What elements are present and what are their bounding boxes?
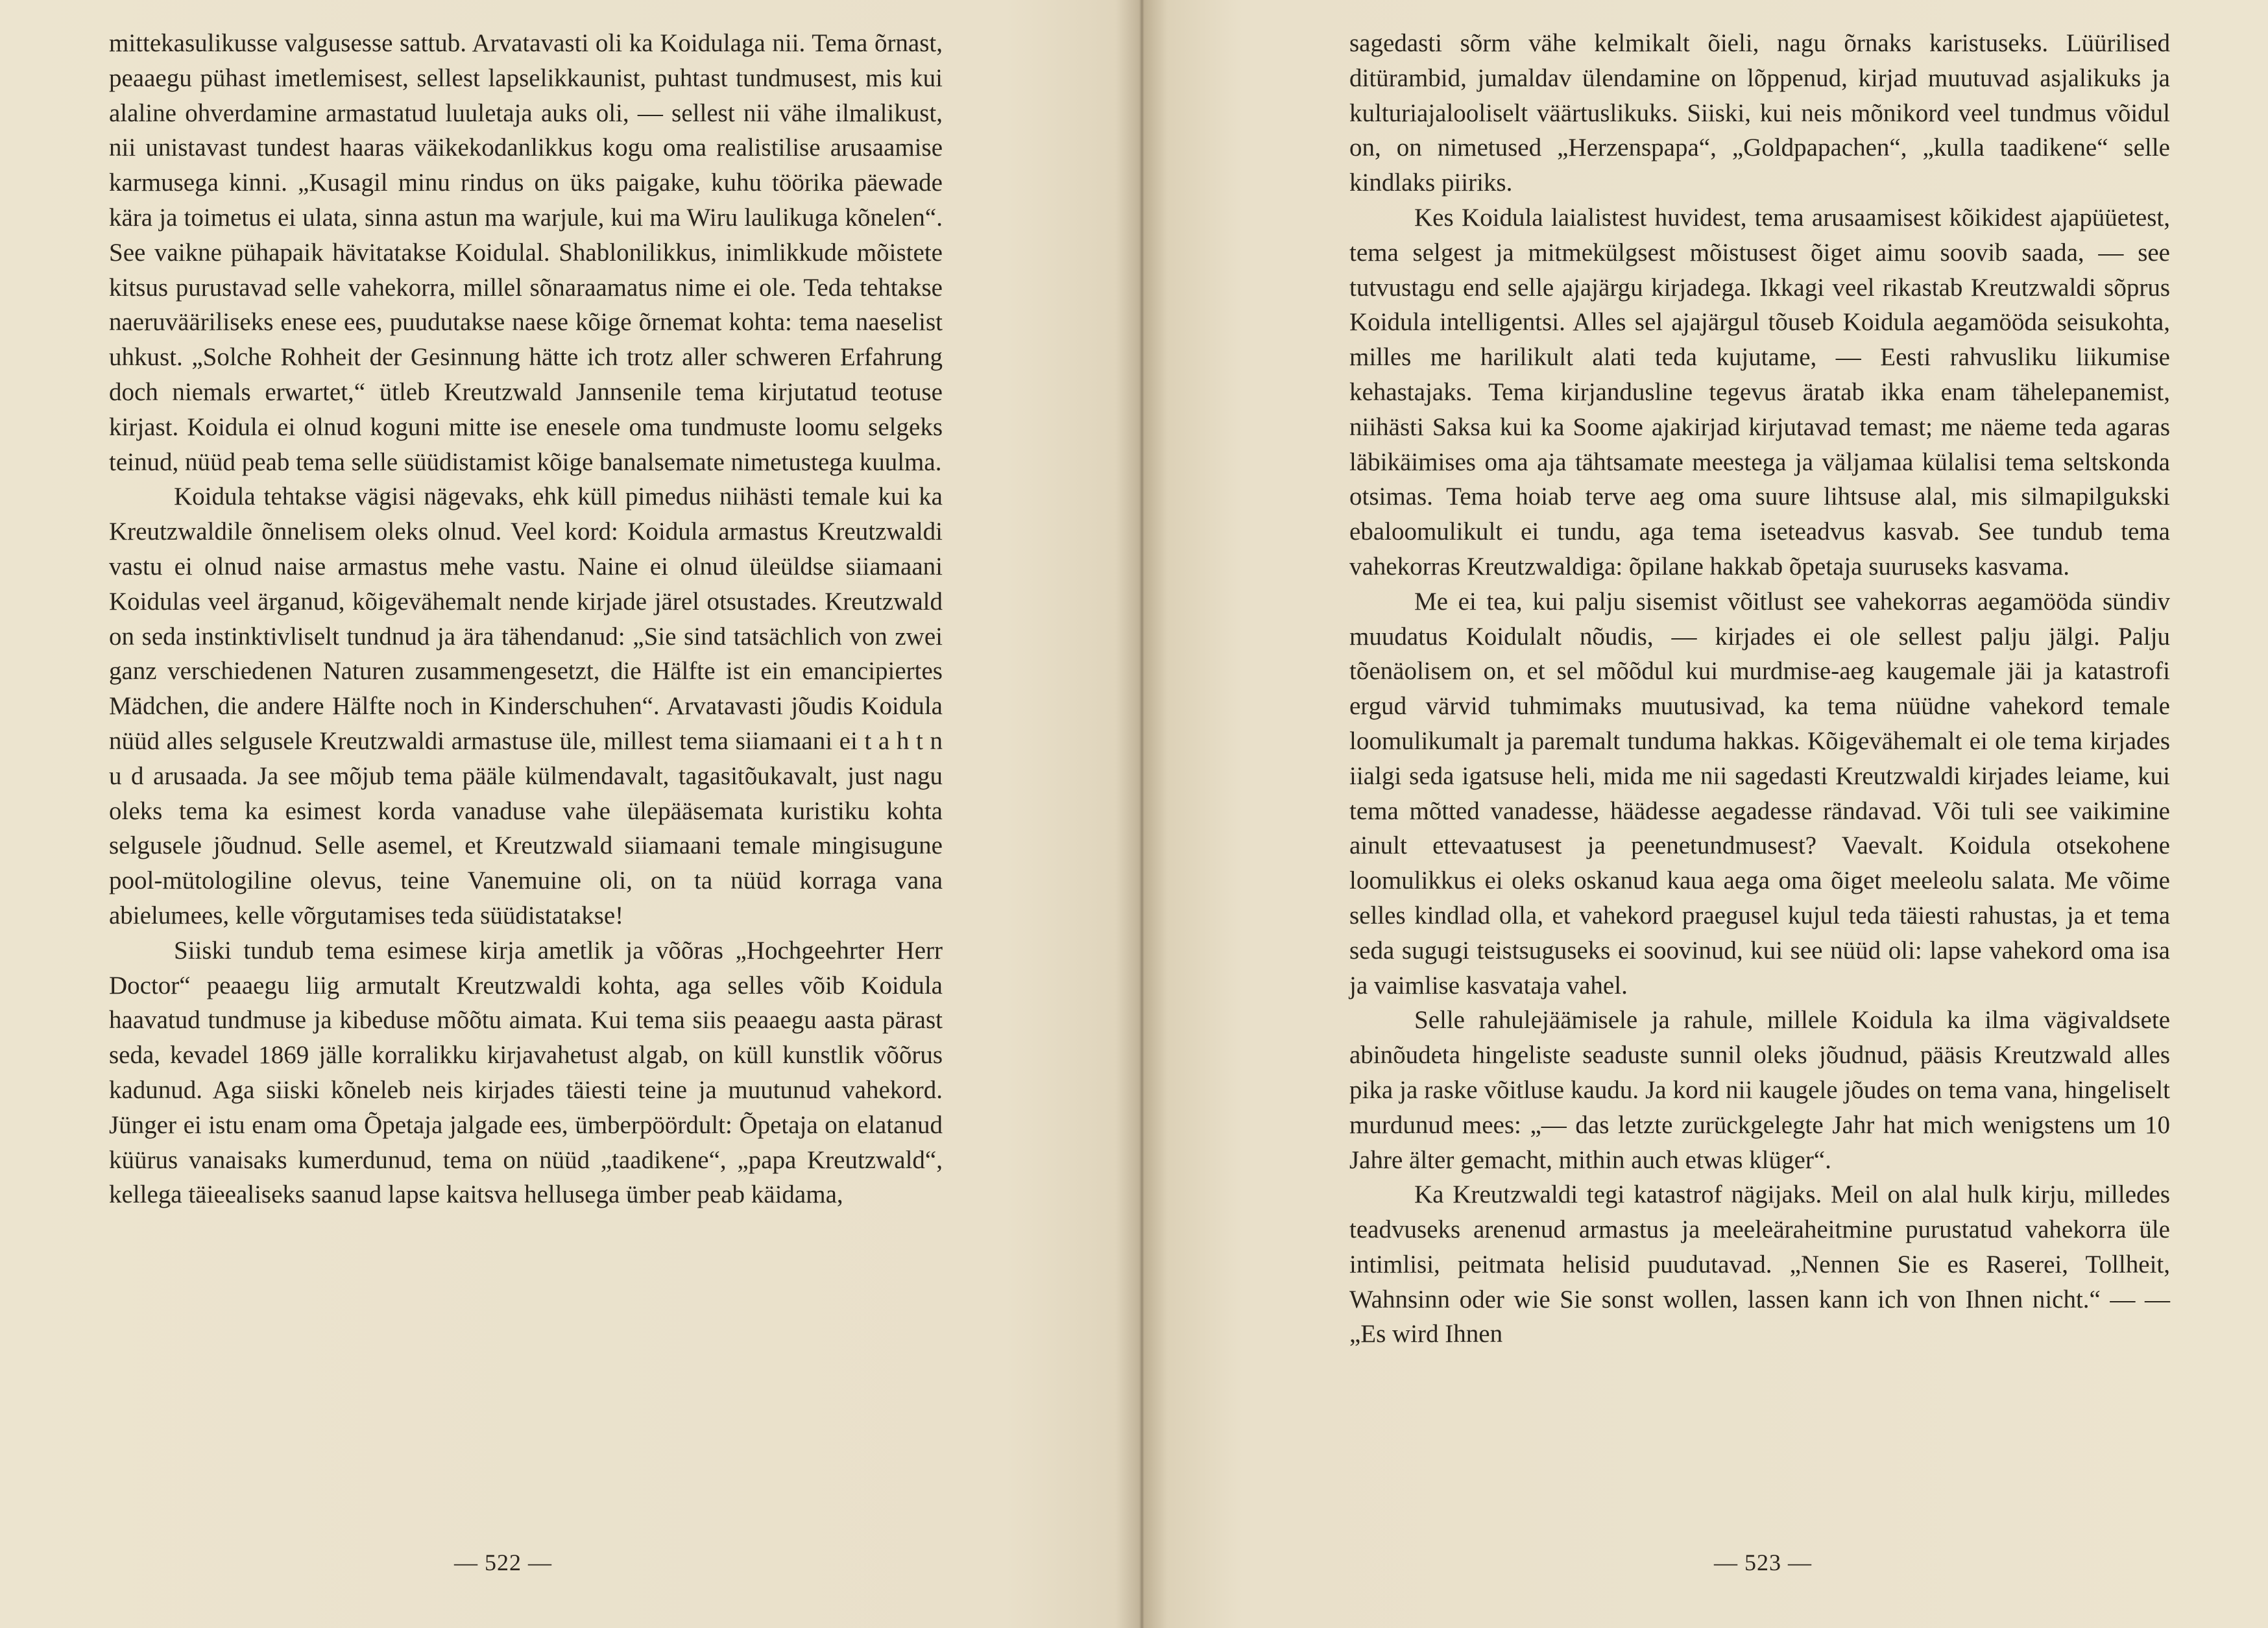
paragraph: Siiski tundub tema esimese kirja ametlik ja võõras „Hochgeehrter Herr Doctor“ peaaegu liig armutalt Kreutzwaldi kohta, aga selles võib Koidula haavatud tundmuse ja kibeduse mõõtu aimata. Kui tema siis peaaegu aasta pärast seda, kevadel 1869 jälle korralikku kirjavahetust algab, on küll kunstlik võõrus kadunud. Aga siiski kõneleb neis kirjades täiesti teine ja muutunud vahekord. Jünger ei istu enam oma Õpetaja jalgade ees, ümberpöördult: Õpetaja on elatanud küürus vanaisaks kumerdunud, tema on nüüd „taadikene“, „papa Kreutzwald“, kellega täieealiseks saanud lapse kaitsva hellusega ümber peab käidama, bbox=[109, 936, 943, 1209]
paragraph: Selle rahulejäämisele ja rahule, millele Koidula ka ilma vägivaldsete abinõudeta hingeliste seaduste sunnil oleks jõudnud, pääsis Kreutzwald alles pika ja raske võitluse kaudu. Ja kord nii kaugele jõudes on tema vana, hingeliselt murdunud mees: „— das letzte zurückgelegte Jahr hat mich wenigstens um 10 Jahre älter gemacht, mithin auch etwas klüger“. bbox=[1349, 1006, 2170, 1174]
right-page bbox=[1142, 0, 2268, 1628]
paragraph: Kes Koidula laialistest huvidest, tema arusaamisest kõikidest ajapüüetest, tema selgest ja mitmekülgsest mõistusest õiget aimu soovib saada, — see tutvustagu end selle ajajärgu kirjadega. Ikkagi veel rikastab Kreutzwaldi sõprus Koidula intelligentsi. Alles sel ajajärgul tõuseb Koidula aegamööda seisukohta, milles me harilikult alati teda kujutame, — Eesti rahvusliku liikumise kehastajaks. Tema kirjandusline tegevus äratab ikka enam tähelepanemist, niihästi Saksa kui ka Soome ajakirjad kirjutavad temast; me näeme teda agaras läbikäimises oma aja tähtsamate meestega ja väljamaa külalisi tema seltskonda otsimas. Tema hoiab terve aeg oma suure lihtsuse alal, mis silmapilgukski ebaloomulikult ei tundu, aga tema iseteadvus kasvab. See tundub tema vahekorras Kreutzwaldiga: õpilane hakkab õpetaja suuruseks kasvama. bbox=[1349, 203, 2170, 581]
book-gutter bbox=[1116, 0, 1168, 1628]
right-page-text bbox=[1349, 26, 2170, 1352]
paragraph: Me ei tea, kui palju sisemist võitlust see vahekorras aegamööda sündiv muudatus Koidulalt nõudis, — kirjades ei ole sellest palju jälgi. Palju tõenäolisem on, et sel mõõdul kui murdmise-aeg kaugemale jäi ja katastrofi ergud värvid tuhmimaks muutusivad, ka tema nüüdne vahekord temale loomulikumalt ja paremalt tunduma hakkas. Kõigevähemalt ei ole tema kirjades iialgi seda igatsuse heli, mida me nii sagedasti Kreutzwaldi kirjades leiame, kui tema mõtted vanadesse, häädesse aegadesse rändavad. Või tuli see vaikimine ainult ettevaatusest ja peenetundmusest? Vaevalt. Koidula otsekohene loomulikkus ei oleks oskanud kaua aega oma õiget meeleolu salata. Me võime selles kindlad olla, et vahekord praegusel kujul teda täiesti rahustas, ja et tema seda sugugi teistsuguseks ei soovinud, kui see nüüd oli: lapse vahekord oma isa ja vaimlise kasvataja vahel. bbox=[1349, 587, 2170, 1000]
paragraph: Koidula tehtakse vägisi nägevaks, ehk küll pimedus niihästi temale kui ka Kreutzwaldile õnnelisem oleks olnud. Veel kord: Koidula armastus Kreutzwaldi vastu ei olnud naise armastus mehe vastu. Naine ei olnud üleüldse siiamaani Koidulas veel ärganud, kõigevähemalt nende kirjade järel otsustades. Kreutzwald on seda instinktivliselt tundnud ja ära tähendanud: „Sie sind tatsächlich von zwei ganz verschiedenen Naturen zusammengesetzt, die Hälfte ist ein emancipiertes Mädchen, die andere Hälfte noch in Kinderschuhen“. Arvatavasti jõudis Koidula nüüd alles selgusele Kreutzwaldi armastuse üle, millest tema siiamaani ei t a h t n u d arusaada. Ja see mõjub tema pääle külmendavalt, tagasitõukavalt, just nagu oleks tema ka esimest korda vanaduse vahe ülepääsemata kuristiku kohta selgusele jõudnud. Selle asemel, et Kreutzwald siiamaani temale mingisugune pool-mütologiline olevus, teine Vanemuine oli, on ta nüüd korraga vana abielumees, kelle võrgutamises teda süüdistatakse! bbox=[109, 483, 943, 929]
paragraph: mittekasulikusse valgusesse sattub. Arvatavasti oli ka Koidulaga nii. Tema õrnast, peaaegu pühast imetlemisest, sellest lapselikkaunist, puhtast tundmusest, mis kui alaline ohverdamine armastatud luuletaja auks oli, — sellest nii vähe ilmalikust, nii unistavast tundest haaras väikekodanlikkus kogu oma realistilise arusaamise karmusega kinni. „Kusagil minu rindus on üks paigake, kuhu töörika päewade kära ja toimetus ei ulata, sinna astun ma warjule, kui ma Wiru laulikuga kõnelen“. See vaikne pühapaik hävitatakse Koidulal. Shablonilikkus, inimlikkude mõistete kitsus purustavad selle vahekorra, millel sõnaraamatus nime ei ole. Teda tehtakse naeruvääriliseks enese ees, puudutakse naese kõige õrnemat kohta: tema naeselist uhkust. „Solche Rohheit der Gesinnung hätte ich trotz aller schweren Erfahrung doch niemals erwartet,“ ütleb Kreutzwald Jannsenile tema kirjutatud teotuse kirjast. Koidula ei olnud koguni mitte ise enesele oma tundmuste loomu selgeks teinud, nüüd peab tema selle süüdistamist kõige banalsemate nimetustega kuulma. bbox=[109, 29, 943, 476]
left-page-text bbox=[109, 26, 943, 1212]
page-number: — 522 — bbox=[454, 1550, 552, 1575]
paragraph: sagedasti sõrm vähe kelmikalt õieli, nagu õrnaks karistuseks. Lüürilised ditürambid, jumaldav ülendamine on lõppenud, kirjad muutuvad asjalikuks ja kulturiajalooliselt väärtuslikuks. Siiski, kui neis mõnikord veel tundmus võidul on, on nimetused „Herzenspapa“, „Goldpapachen“, „kulla taadikene“ selle kindlaks piiriks. bbox=[1349, 29, 2170, 197]
paragraph: Ka Kreutzwaldi tegi katastrof nägijaks. Meil on alal hulk kirju, milledes teadvuseks arenenud armastus ja meeleäraheitmine purustatud vahekorra üle intimlisi, peitmata helisid puudutavad. „Nennen Sie es Raserei, Tollheit, Wahnsinn oder wie Sie sonst wollen, lassen kann ich von Ihnen nicht.“ — — „Es wird Ihnen bbox=[1349, 1180, 2170, 1348]
page-number: — 523 — bbox=[1714, 1550, 1812, 1575]
